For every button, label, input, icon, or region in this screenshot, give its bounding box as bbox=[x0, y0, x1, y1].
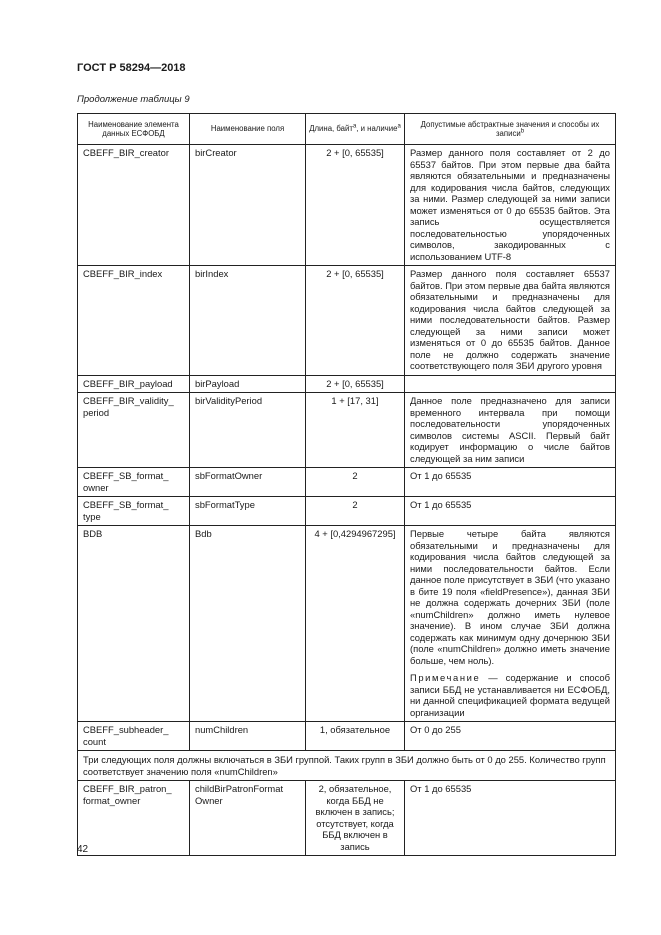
table-row bbox=[78, 497, 616, 526]
description-cell: От 1 до 65535 bbox=[405, 781, 616, 856]
table-row bbox=[78, 722, 616, 751]
footnote-mark: b bbox=[520, 128, 525, 135]
footnote-mark: a bbox=[352, 123, 357, 130]
field-cell: numChildren bbox=[190, 722, 306, 751]
note-label: Примечание bbox=[410, 672, 481, 683]
group-note-cell: Три следующих поля должны включаться в ЗБИ группой. Таких групп в ЗБИ должно быть от 0 до 255. Количество групп соответствует значению поля «numChildren» bbox=[78, 751, 616, 781]
column-header-element: Наименование элемента данных ЕСФОБД bbox=[78, 114, 190, 145]
footnote-mark: a bbox=[397, 123, 401, 130]
group-note-row bbox=[78, 751, 616, 781]
element-cell: CBEFF_BIR_payload bbox=[78, 375, 190, 393]
page-number: 42 bbox=[77, 844, 89, 855]
element-cell: CBEFF_BIR_validity_ period bbox=[78, 393, 190, 468]
bdb-description: Первые четыре байта являются обязательными и предназначены для кодирования числа байтов следующей за ними последовательности байтов. Если данное поле присутствует в ЗБИ (что указано в бите 19 поля «fieldPresence»), данная ЗБИ не должна содержать дочерних ЗБИ (поле «numChildren» должно иметь нулевое значение). В ином случае ЗБИ должна содержать как минимум одну дочернюю ЗБИ (поле «numChildren» должно иметь значение больше, чем ноль). bbox=[410, 528, 610, 666]
fields-table bbox=[77, 113, 616, 856]
table-row bbox=[78, 145, 616, 266]
field-cell: Bdb bbox=[190, 526, 306, 722]
description-cell: От 1 до 65535 bbox=[405, 468, 616, 497]
field-cell: birPayload bbox=[190, 375, 306, 393]
field-cell: sbFormatOwner bbox=[190, 468, 306, 497]
column-header-values: Допустимые абстрактные значения и способы их записи$^b$ bbox=[405, 114, 616, 145]
description-cell bbox=[405, 375, 616, 393]
table-header-row bbox=[78, 114, 616, 145]
description-cell: Размер данного поля составляет от 2 до 65537 байтов. При этом первые два байта являются обязательными и предназначены для кодирования числа байтов, следующих за ними. Размер следующей за ними записи может изменяться от 0 до 65535 байтов. Эта запись осуществляется последовательностью упорядоченных символов, закодированных с использованием UTF-8 bbox=[405, 145, 616, 266]
table-continuation-caption: Продолжение таблицы 9 bbox=[77, 94, 190, 105]
standard-title: ГОСТ Р 58294—2018 bbox=[77, 62, 186, 74]
note-text: — содержание и способ записи ББД не устанавливается ни ЕСФОБД, ни данной спецификацией формата ведущей организации bbox=[410, 672, 610, 718]
length-cell: 2 + [0, 65535] bbox=[306, 145, 405, 266]
column-header-length: Длина, байт$^a$, и наличие$^a$ bbox=[306, 114, 405, 145]
length-cell: 2 + [0, 65535] bbox=[306, 375, 405, 393]
table-row bbox=[78, 468, 616, 497]
length-cell: 1, обязательное bbox=[306, 722, 405, 751]
table-row bbox=[78, 266, 616, 376]
description-cell: От 1 до 65535 bbox=[405, 497, 616, 526]
table-row bbox=[78, 781, 616, 856]
length-cell: 2 bbox=[306, 497, 405, 526]
field-cell: childBirPatronFormat Owner bbox=[190, 781, 306, 856]
element-cell: CBEFF_SB_format_ type bbox=[78, 497, 190, 526]
bdb-note bbox=[410, 672, 610, 718]
description-cell bbox=[405, 526, 616, 722]
element-cell: CBEFF_BIR_patron_ format_owner bbox=[78, 781, 190, 856]
length-cell: 2 + [0, 65535] bbox=[306, 266, 405, 376]
field-cell: sbFormatType bbox=[190, 497, 306, 526]
length-cell: 1 + [17, 31] bbox=[306, 393, 405, 468]
table-row bbox=[78, 393, 616, 468]
field-cell: birIndex bbox=[190, 266, 306, 376]
column-header-field: Наименование поля bbox=[190, 114, 306, 145]
length-cell: 4 + [0,4294967295] bbox=[306, 526, 405, 722]
description-cell: Размер данного поля составляет 65537 байтов. При этом первые два байта являются обязательными и предназначены для кодирования числа байтов следующей за ними последовательности байтов. Размер следующей за ними записи может изменяться от 0 до 65535 байтов. Данное поле не должно содержать значение соответствующего поля ЗБИ другого уровня bbox=[405, 266, 616, 376]
element-cell: CBEFF_subheader_ count bbox=[78, 722, 190, 751]
element-cell: CBEFF_BIR_creator bbox=[78, 145, 190, 266]
element-cell: BDB bbox=[78, 526, 190, 722]
element-cell: CBEFF_BIR_index bbox=[78, 266, 190, 376]
length-cell: 2 bbox=[306, 468, 405, 497]
table-row-bdb bbox=[78, 526, 616, 722]
description-cell: От 0 до 255 bbox=[405, 722, 616, 751]
table-row bbox=[78, 375, 616, 393]
length-cell: 2, обязательное, когда ББД не включен в запись; отсутствует, когда ББД включен в запись bbox=[306, 781, 405, 856]
element-cell: CBEFF_SB_format_ owner bbox=[78, 468, 190, 497]
field-cell: birCreator bbox=[190, 145, 306, 266]
field-cell: birValidityPeriod bbox=[190, 393, 306, 468]
description-cell: Данное поле предназначено для записи временного интервала при помощи последовательности упорядоченных символов системы ASCII. Первый байт кодирует информацию о числе байтов следующей за ним записи bbox=[405, 393, 616, 468]
